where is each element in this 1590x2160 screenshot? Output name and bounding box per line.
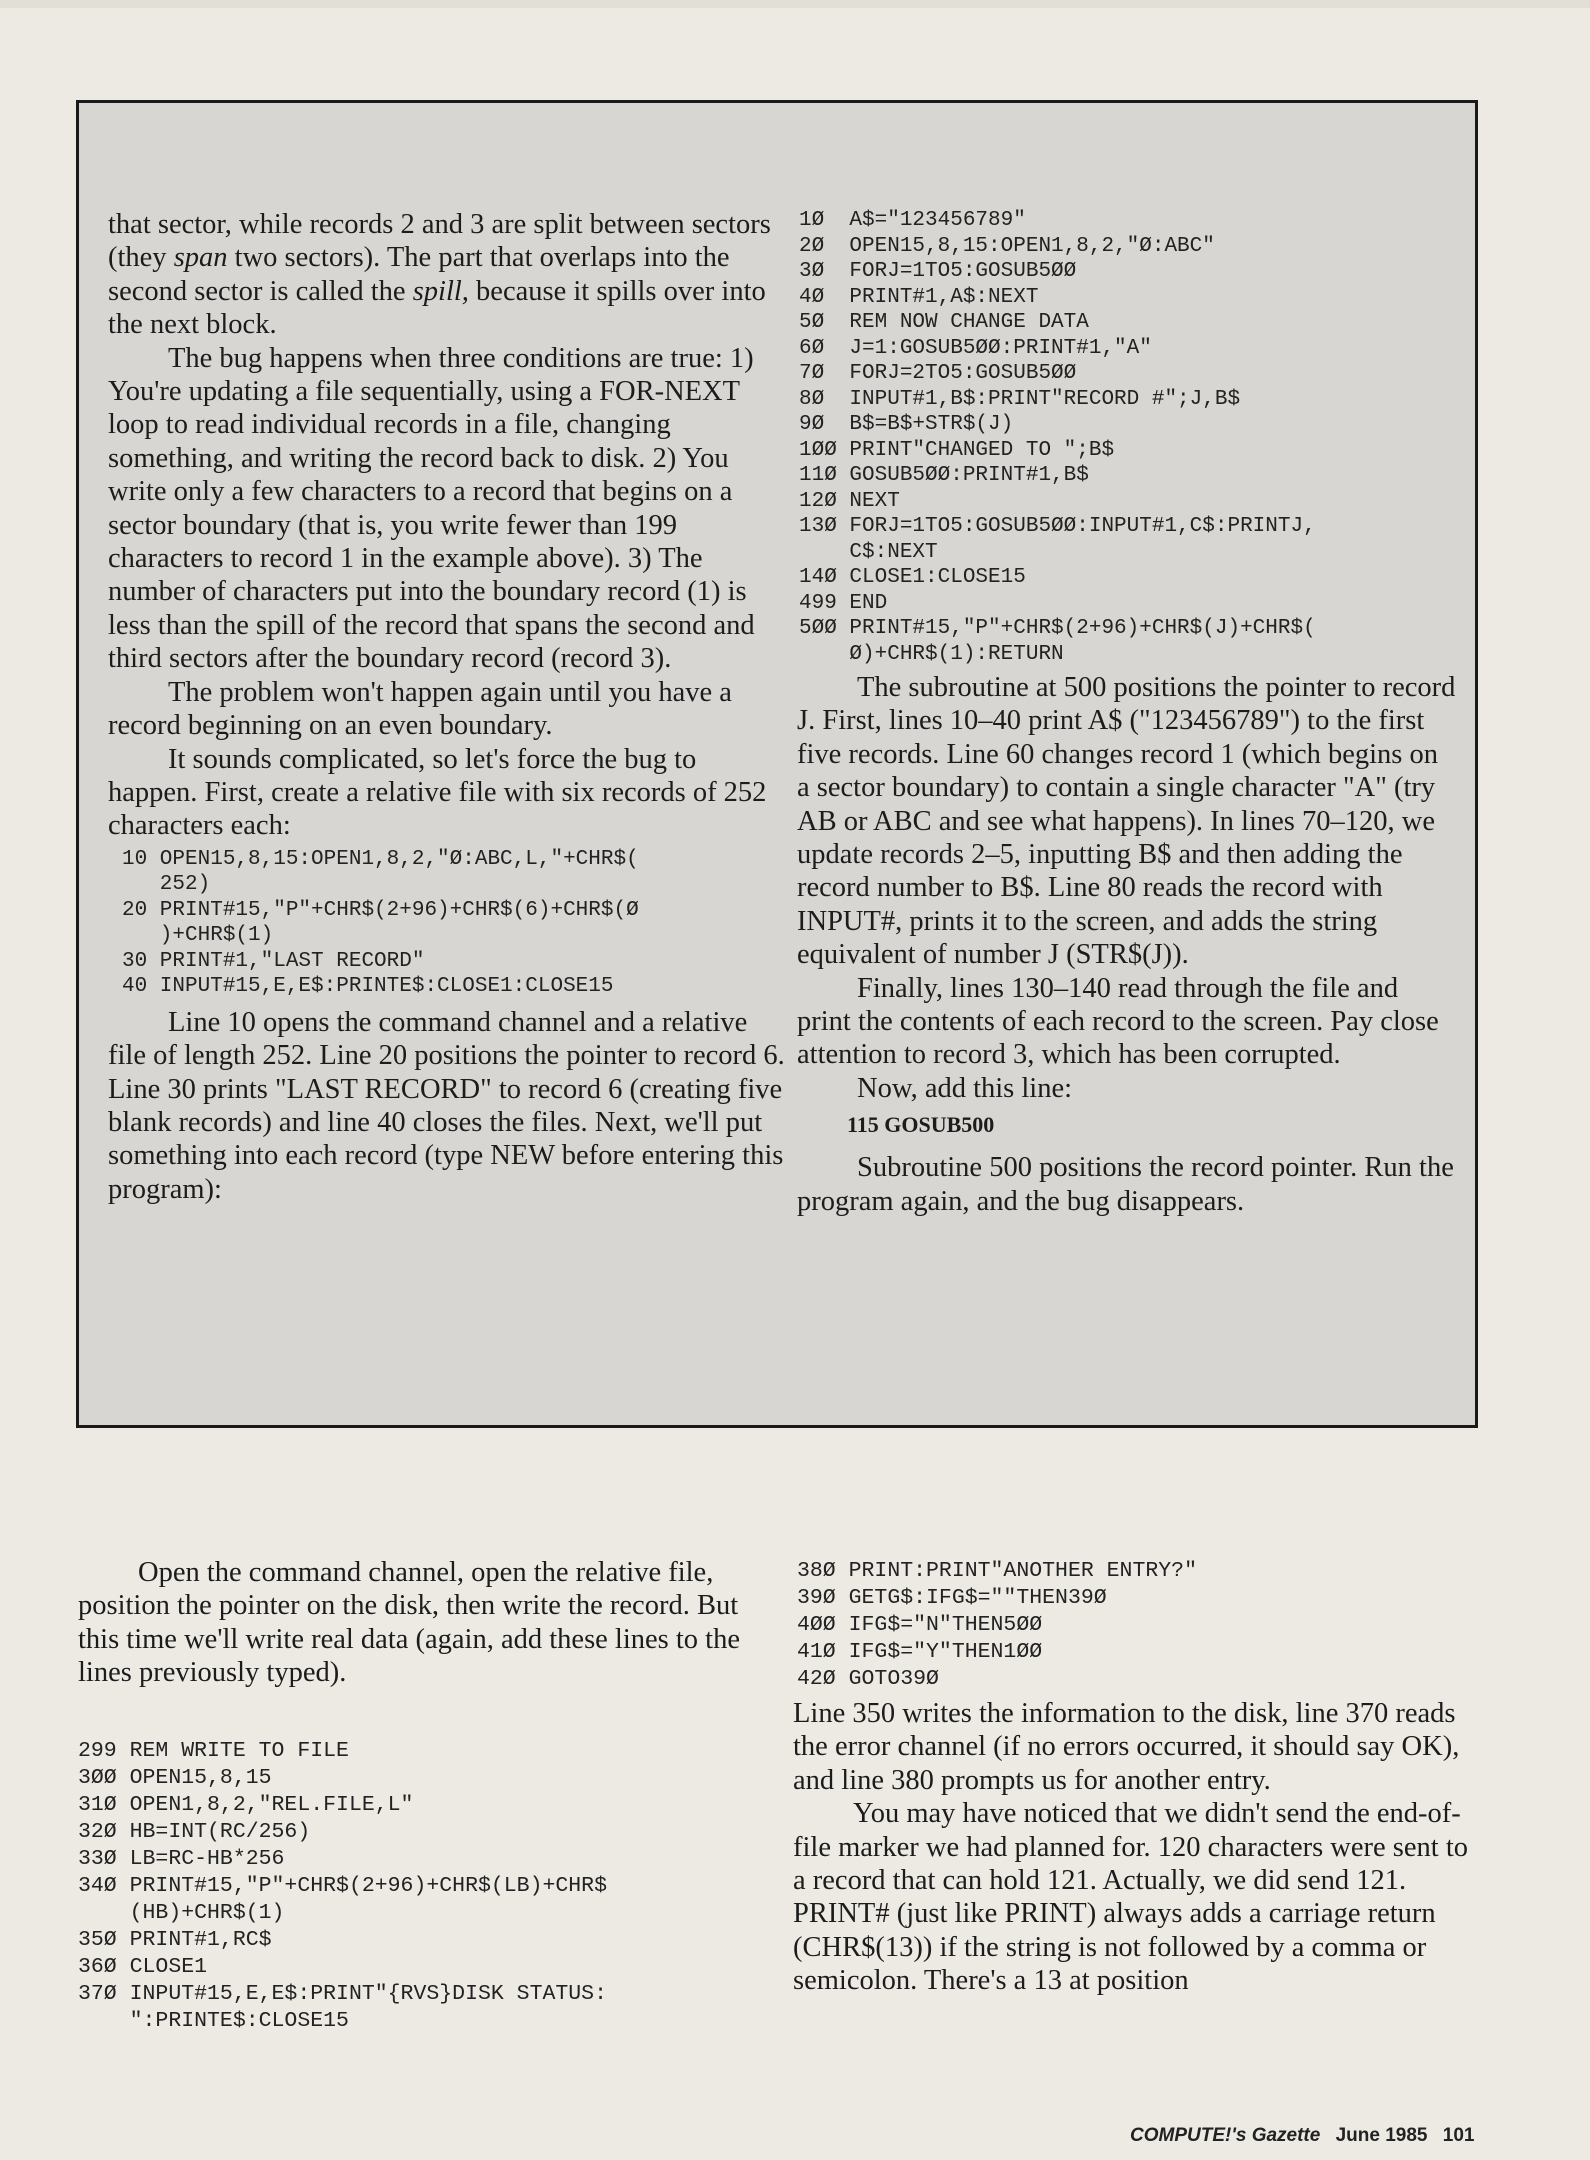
sidebar-right-paragraph-4: Subroutine 500 positions the record pointer. Run the program again, and the bug disappears. (797, 1152, 1454, 1217)
sidebar-right-paragraph-1: The subroutine at 500 positions the pointer to record J. First, lines 10–40 print A$ ("123456789") to the first five records. Line 60 changes record 1 (which begins on a sector boundary) to contain a single character "A" (try AB or ABC and see what happens). In lines 70–120, we update records 2–5, inputting B$ and then adding the record number to B$. Line 80 reads the record with INPUT#, prints it to the screen, and adds the string equivalent of number J (STR$(J)). (797, 672, 1456, 971)
code-line-gosub: 115 GOSUB500 (847, 1112, 995, 1138)
text-run: because it spills over into the next block. (108, 275, 766, 341)
issue-date: June 1985 (1335, 2125, 1428, 2146)
main-left-column (78, 1556, 748, 2035)
sidebar-left-paragraph-4: It sounds complicated, so let's force the bug to happen. First, create a relative file with six records of 252 characters each: (108, 743, 767, 842)
sidebar-right-paragraph-3: Now, add this line: (857, 1072, 1073, 1104)
main-left-paragraph-1: Open the command channel, open the relative file, position the pointer on the disk, then write the record. But this time we'll write real data (again, add these lines to the lines previously typed). (78, 1557, 740, 1689)
italic-run: spill, (412, 275, 469, 307)
code-listing-update-records: 1Ø A$="123456789" 2Ø OPEN15,8,15:OPEN1,8,2,"Ø:ABC" 3Ø FORJ=1TO5:GOSUB5ØØ 4Ø PRINT#1,A$:NEXT 5Ø REM NOW CHANGE DATA 6Ø J=1:GOSUB5ØØ:PRINT#1,"A" 7Ø FORJ=2TO5:GOSUB5ØØ 8Ø INPUT#1,B$:PRINT"RECORD #";J,B$ 9Ø B$=B$+STR$(J) 1ØØ PRINT"CHANGED TO ";B$ 11Ø GOSUB5ØØ:PRINT#1,B$ 12Ø NEXT 13Ø FORJ=1TO5:GOSUB5ØØ:INPUT#1,C$:PRINTJ, C$:NEXT 14Ø CLOSE1:CLOSE15 499 END 5ØØ PRINT#15,"P"+CHR$(2+96)+CHR$(J)+CHR$( Ø)+CHR$(1):RETURN (799, 209, 1316, 666)
sidebar-left-column (108, 208, 788, 1206)
page-footer (1130, 2125, 1490, 2147)
main-right-paragraph-2: You may have noticed that we didn't send the end-of-file marker we had planned for. 120 characters were sent to a record that can hold 121. Actually, we did send 121. PRINT# (just like PRINT) always adds a carriage return (CHR$(13)) if the string is not followed by a comma or semicolon. There's a 13 at position (793, 1798, 1468, 1997)
italic-run: span (173, 242, 228, 274)
sidebar-left-paragraph-3: The problem won't happen again until you have a record beginning on an even boundary. (108, 676, 732, 742)
main-right-column (793, 1558, 1473, 1998)
sidebar-right-paragraph-2: Finally, lines 130–140 read through the file and print the contents of each record to the screen. Pay close attention to record 3, which has been corrupted. (797, 972, 1439, 1071)
page-number: 101 (1442, 2125, 1475, 2146)
magazine-name: COMPUTE!'s Gazette (1130, 2125, 1321, 2146)
sidebar-left-paragraph-5: Line 10 opens the command channel and a relative file of length 252. Line 20 positions the pointer to record 6. Line 30 prints "LAST RECORD" to record 6 (creating five blank records) and line 40 closes the files. Next, we'll put something into each record (type NEW before entering this program): (108, 1006, 785, 1205)
code-listing-another-entry: 38Ø PRINT:PRINT"ANOTHER ENTRY?" 39Ø GETG$:IFG$=""THEN39Ø 4ØØ IFG$="N"THEN5ØØ 41Ø IFG$="Y"THEN1ØØ 42Ø GOTO39Ø (797, 1559, 1197, 1691)
sidebar-left-paragraph-1 (108, 208, 788, 342)
main-right-paragraph-1: Line 350 writes the information to the disk, line 370 reads the error channel (if no errors occurred, it should say OK), and line 380 prompts us for another entry. (793, 1698, 1460, 1796)
sidebar-right-column (797, 208, 1457, 1218)
text-run: that sector, while records 2 and 3 are split between sectors (they (108, 209, 771, 274)
text-run: two sectors). The part that overlaps into the second sector is called the (108, 242, 730, 307)
top-scan-edge (0, 0, 1590, 8)
code-listing-write-to-file: 299 REM WRITE TO FILE 3ØØ OPEN15,8,15 31Ø OPEN1,8,2,"REL.FILE,L" 32Ø HB=INT(RC/256) 33Ø LB=RC-HB*256 34Ø PRINT#15,"P"+CHR$(2+96)+CHR$(LB)+CHR$ (HB)+CHR$(1) 35Ø PRINT#1,RC$ 36Ø CLOSE1 37Ø INPUT#15,E,E$:PRINT"{RVS}DISK STATUS: ":PRINTE$:CLOSE15 (78, 1738, 607, 2033)
sidebar-left-paragraph-2: The bug happens when three conditions are true: 1) You're updating a file sequentially, using a FOR-NEXT loop to read individual records in a file, changing something, and writing the record back to disk. 2) You write only a few characters to a record that begins on a sector boundary (that is, you write fewer than 199 characters to record 1 in the example above). 3) The number of characters put into the boundary record (1) is less than the spill of the record that spans the second and third sectors after the boundary record (record 3). (108, 342, 755, 675)
code-listing-create-file: 10 OPEN15,8,15:OPEN1,8,2,"Ø:ABC,L,"+CHR$( 252) 20 PRINT#15,"P"+CHR$(2+96)+CHR$(6)+CHR$(Ø )+CHR$(1) 30 PRINT#1,"LAST RECORD" 40 INPUT#15,E,E$:PRINTE$:CLOSE1:CLOSE15 (122, 847, 639, 999)
